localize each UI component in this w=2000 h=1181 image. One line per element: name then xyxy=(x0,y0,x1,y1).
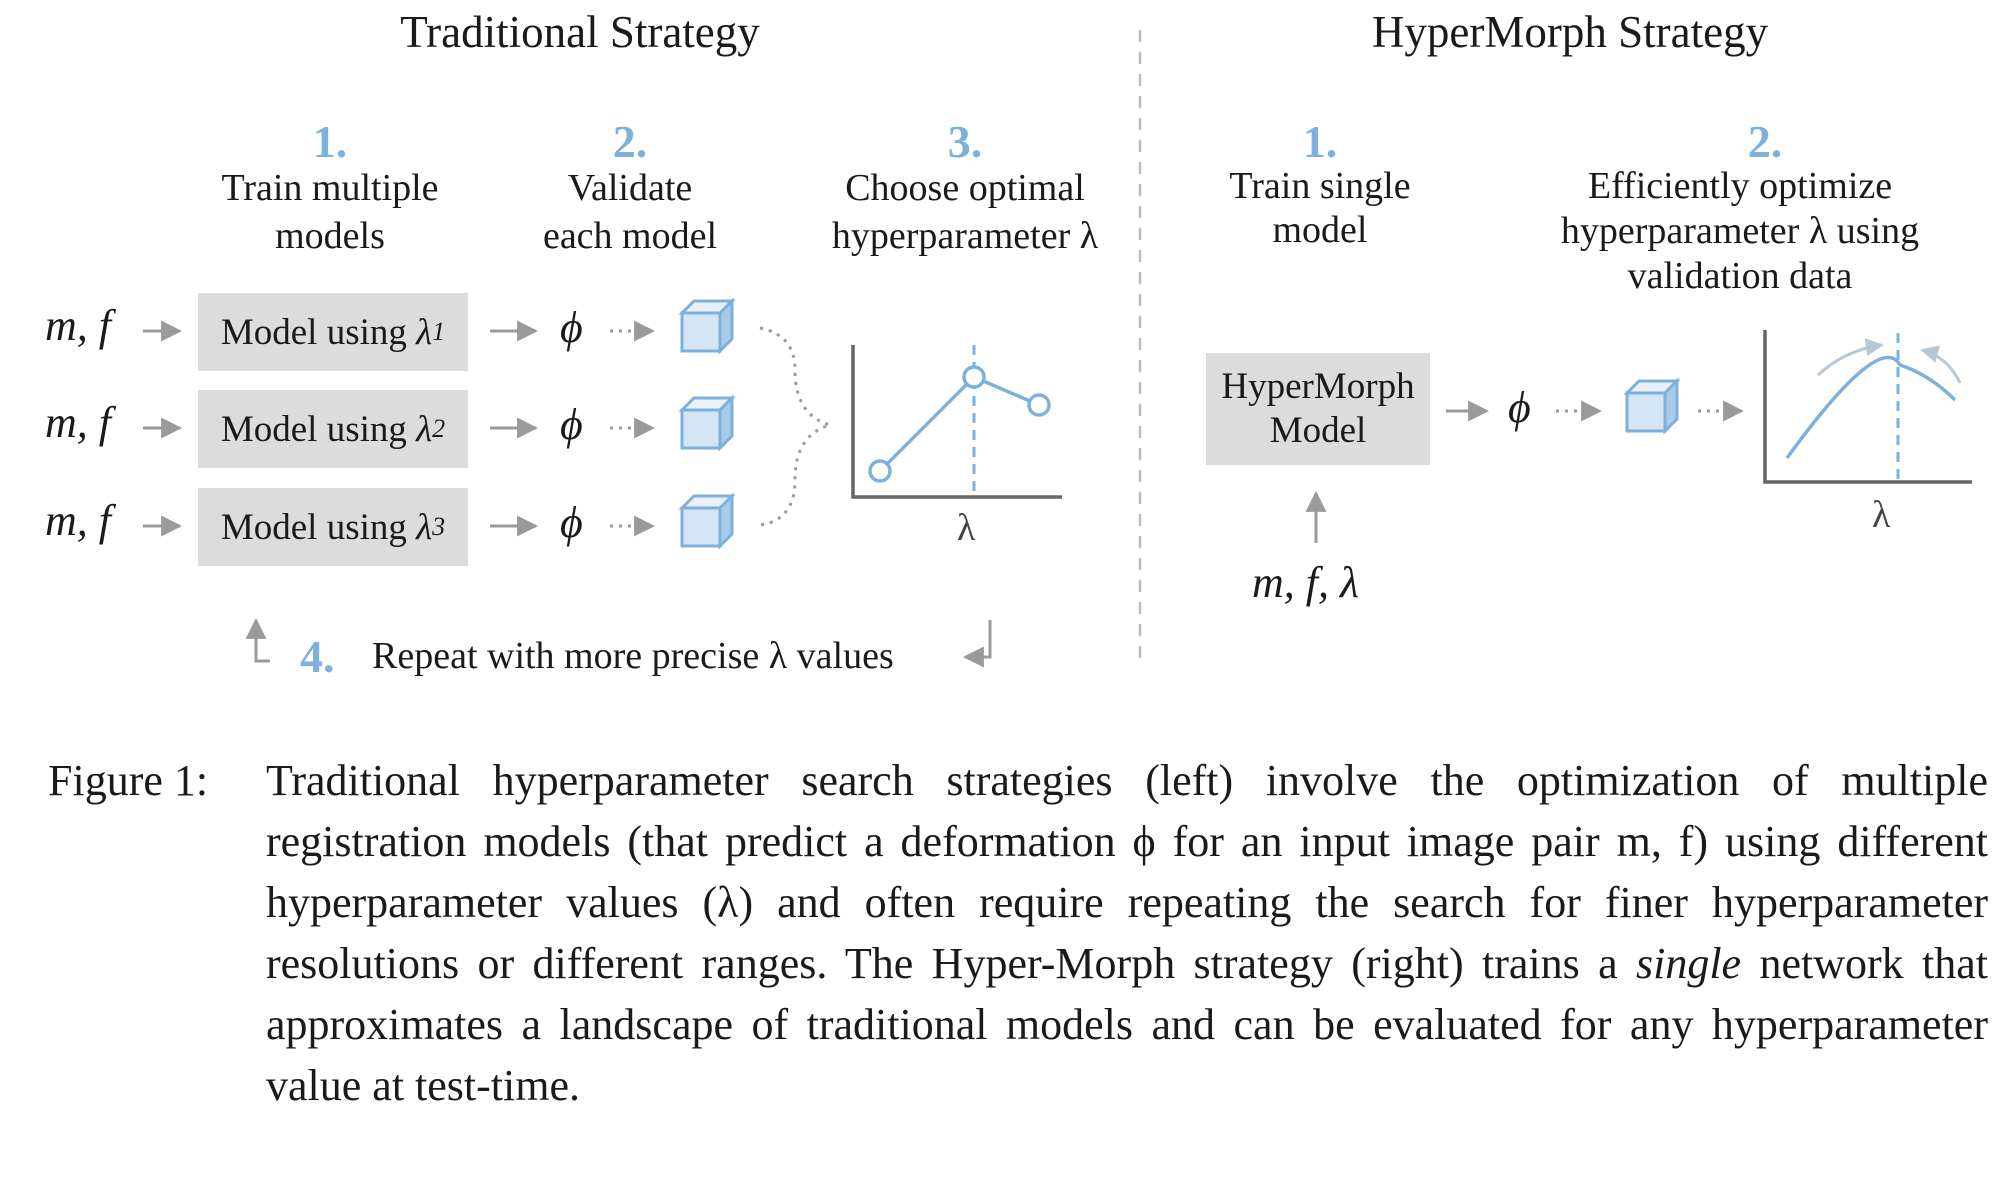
phi-output-3: ϕ xyxy=(560,498,583,547)
step-2-label: Validate each model xyxy=(542,167,718,257)
hm-step-2-number: 2. xyxy=(1747,116,1783,167)
right-optimization-plot xyxy=(1765,330,1972,482)
repeat-loop-arrows xyxy=(256,620,990,661)
hm-step-1-label: Train single model xyxy=(1229,165,1411,251)
step-3-number: 3. xyxy=(947,116,983,167)
step-1-number: 1. xyxy=(312,116,348,167)
left-plot-point-2 xyxy=(964,367,984,387)
input-mf-2: m, f xyxy=(45,398,111,447)
model-box-2: Model using λ 2 xyxy=(198,390,468,468)
model-output-arrows xyxy=(490,331,536,526)
dotted-arrows xyxy=(610,331,653,526)
validation-cube-icons xyxy=(682,301,732,546)
right-plot-ascent-arrow-left xyxy=(1818,345,1882,375)
cube-icon-1 xyxy=(682,301,732,351)
left-plot-point-3 xyxy=(1029,395,1049,415)
left-plot-lambda-label: λ xyxy=(957,507,976,549)
input-mf-1: m, f xyxy=(45,301,111,350)
model-box-1: Model using λ 1 xyxy=(198,293,468,371)
hm-phi-output: ϕ xyxy=(1508,383,1531,432)
step-1-label: Train multiple models xyxy=(221,167,439,257)
hypermorph-strategy-title: HyperMorph Strategy xyxy=(1371,7,1769,57)
input-mf-3: m, f xyxy=(45,496,111,545)
cube-icon-2 xyxy=(682,398,732,448)
left-plot-curve xyxy=(880,377,1039,471)
left-plot-point-1 xyxy=(870,461,890,481)
right-plot-curve xyxy=(1787,357,1955,458)
hm-step-1-number: 1. xyxy=(1302,116,1338,167)
hm-inputs: m, f, λ xyxy=(1252,558,1360,607)
left-choice-plot xyxy=(853,345,1062,497)
phi-output-1: ϕ xyxy=(560,303,583,352)
step-3-label: Choose optimal hyperparameter λ xyxy=(831,167,1099,257)
model-box-3: Model using λ 3 xyxy=(198,488,468,566)
phi-output-2: ϕ xyxy=(560,400,583,449)
traditional-strategy-title: Traditional Strategy xyxy=(400,7,760,57)
step-2-number: 2. xyxy=(612,116,648,167)
step-4-number: 4. xyxy=(300,631,335,682)
collect-brace xyxy=(760,328,830,525)
right-plot-lambda-label: λ xyxy=(1872,494,1891,536)
caption-label: Figure 1: xyxy=(48,756,209,805)
repeat-label: Repeat with more precise λ values xyxy=(372,635,894,677)
input-arrows xyxy=(143,331,180,526)
hm-cube-icon xyxy=(1627,381,1677,431)
figure-caption: Traditional hyperparameter search strategies (left) involve the optimization of multiple registration models (that predict a deformation ϕ for an input image pair m, f) using different hyperparameter values (λ) and often require repeating the search for finer hyperparameter resolutions or different ranges. The Hyper-Morph strategy (right) trains a single network that approximates a landscape of traditional models and can be evaluated for any hyperparameter value at test-time. xyxy=(266,756,1988,1110)
right-plot-axes xyxy=(1765,330,1972,482)
cube-icon-3 xyxy=(682,496,732,546)
hm-step-2-label: Efficiently optimize hyperparameter λ using validation data xyxy=(1560,165,1920,297)
hypermorph-model-box: HyperMorph Model xyxy=(1206,353,1430,465)
